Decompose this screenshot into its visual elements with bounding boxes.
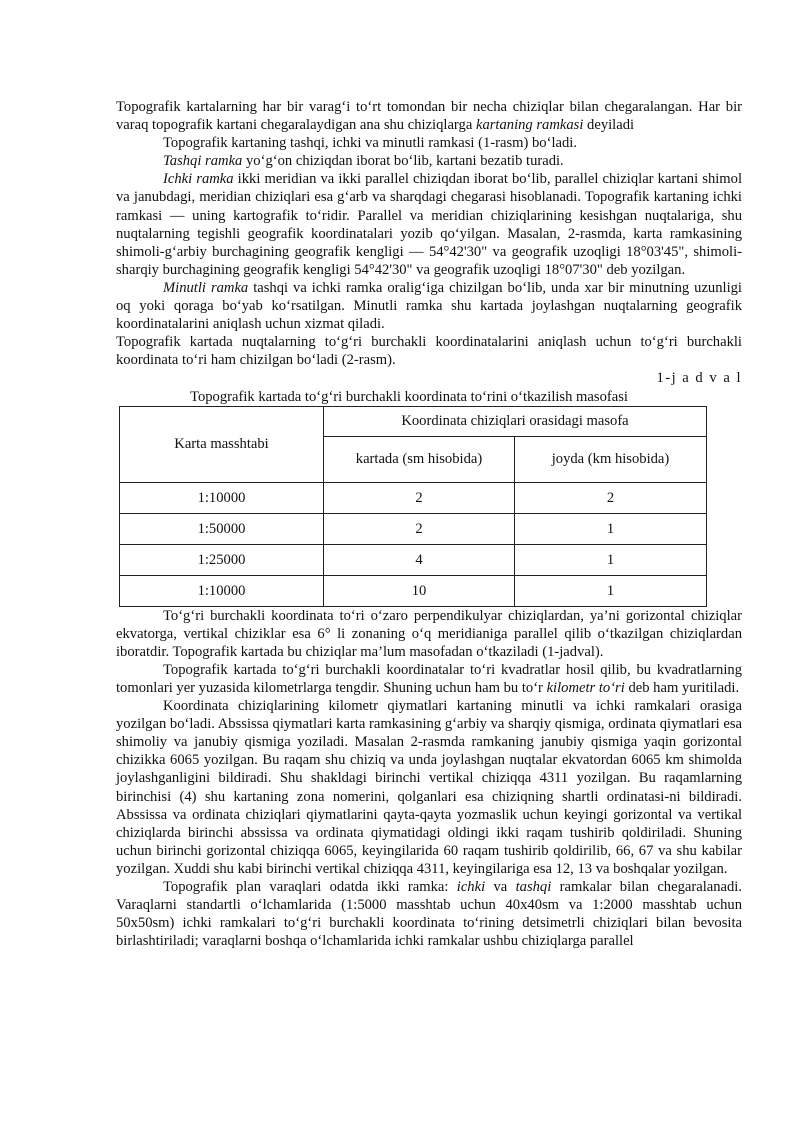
term-minute-frame: Minutli ramka [163,279,249,296]
table-cell-map: 4 [324,544,515,575]
table-cell-map: 2 [324,482,515,513]
term-inner-frame: Ichki ramka [163,171,234,188]
table-cell-ground: 2 [515,482,707,513]
paragraph-frame-types: Topografik kartaning tashqi, ichki va minutli ramkasi (1-rasm) bo‘ladi. [163,135,577,152]
table-number: 1-j a d v a l [656,370,742,387]
term-outer: tashqi [515,879,552,895]
term-inner: ichki [456,879,486,895]
table-row [120,513,707,544]
paragraph-plan-sheets: Topografik plan varaqlari odatda ikki ramka: ichki va tashqi ramkalar bilan chegaralanadi. Varaqlarni standartli o‘lchamlarida (1:5000 masshtab uchun 40x40sm va 1:2000 masshtab uchun 50x50sm) ichki ramkalari to‘g‘ri burchakli koordinata to‘rining detsimetrli chiziqlari bilan bevosita birlashtiriladi; varaqlarni boshqa o‘lchamlarida ichki ramkalar ushbu chiziqlarga parallel [116,879,742,950]
paragraph-coordinate-values: Koordinata chiziqlarining kilometr qiymatlari kartaning minutli va ichki ramkalari orasiga yozilgan bo‘ladi. Abssissa qiymatlari karta ramkasining g‘arbiy va sharqiy qismiga, ordinata qiymatlari esa shimoliy va janubiy qismiga yoziladi. Masalan 2-rasmda ramkaning janubiy qismiga yaqin gorizontal chizikka 6065 yozilgan. Bu raqam shu chiziq va unda joylashgan nuqtalar ekvatordan 6065 km shimolda joylashganligini bildiradi. Shu shakldagi birinchi vertikal chiziqqa 4311 yozilgan. Bu raqamlarning birinchisi (4) shu kartaning zona nomerini, qolganlari esa chiziqning shartli ordinatasi-ni bildiradi. Abssissa va ordinata chiziqlari qiymatlarini qayta-qayta yozmaslik uchun keyingi gorizontal va vertikal chiziqlarda birinchi abssissa va ordinata qiymatidagi oldingi ikki raqam tushirib qoldiriladi. Shuning uchun birinchi gorizontal chiziqqa 6065, keyingilarida 60 raqam tushirib qoldirilib, 66, 67 va shu kabilar yozilgan. Xuddi shu kabi birinchi vertikal chiziqqa 4311, keyingilariga esa 12, 13 va boshqalar yozilgan. [116,698,742,877]
paragraph-inner-frame: Ichki ramka ikki meridian va ikki parallel chiziqdan iborat bo‘lib, parallel chiziqlar kartani shimol va janubdagi, meridian chiziqlari esa g‘arb va sharqdagi chegarasi hisoblanadi. Topografik kartaning ichki ramkasi — uning kartografik to‘ridir. Parallel va meridian chiziqlarining kesishgan nuqtalariga, shu nuqtalarning tegishli geografik koordinatalari yozib qo‘yilgan. Masalan, 2-rasmda, karta ramkasining shimoli-g‘arbiy burchagining geografik kengligi — 54°42'30" va geografik uzoqligi 18°03'45", shimoli-sharqiy burchagining geografik kengligi 54°42'30" va geografik uzoqligi 18°07'30" deb yozilgan. [116,171,743,278]
table-header-ground: joyda (km hisobida) [515,436,707,482]
table-header-scale: Karta masshtabi [120,406,324,482]
table-cell-map: 10 [324,575,515,606]
paragraph-outer-frame: Tashqi ramka yo‘g‘on chiziqdan iborat bo‘lib, kartani bezatib turadi. [163,153,564,170]
table-cell-ground: 1 [515,513,707,544]
table-cell-scale: 1:25000 [120,544,324,575]
term-map-frame: kartaning ramkasi [475,117,584,134]
document-page [116,98,742,950]
table-cell-scale: 1:10000 [120,575,324,606]
paragraph-grid-intro: Topografik kartada nuqtalarning to‘g‘ri burchakli koordinatalarini aniqlash uchun to‘g‘ri burchakli koordinata to‘ri ham chizilgan bo‘ladi (2-rasm). [116,334,742,369]
paragraph-kilometer-grid: Topografik kartada to‘g‘ri burchakli koordinatalar to‘ri kvadratlar hosil qilib, bu kvadratlarning tomonlari yer yuzasida kilometrlarga tengdir. Shuning uchun ham bu to‘r kilometr to‘ri deb ham yuritiladi. [116,661,742,696]
term-kilometer-grid: kilometr to‘ri [546,679,625,696]
table-cell-scale: 1:10000 [120,482,324,513]
table-header-group: Koordinata chiziqlari orasidagi masofa [324,406,707,436]
paragraph-frame-definition: Topografik kartalarning har bir varag‘i to‘rt tomondan bir necha chiziqlar bilan chegaralangan. Har bir varaq topografik kartani chegaralaydigan ana shu chiziqlarga kartaning ramkasi deyiladi [116,99,742,134]
table-cell-ground: 1 [515,544,707,575]
paragraph-grid-lines: To‘g‘ri burchakli koordinata to‘ri o‘zaro perpendikulyar chiziqlardan, ya’ni gorizontal chiziqlar ekvatorga, vertikal chiziklar esa 6° li zonaning o‘q meridianiga parallel qilib o‘tkazilgan chiziqlardan iboratdir. Topografik kartada bu chiziqlar ma’lum masofadan o‘tkaziladi (1-jadval). [116,607,742,660]
table-cell-map: 2 [324,513,515,544]
paragraph-minute-frame: Minutli ramka tashqi va ichki ramka oralig‘iga chizilgan bo‘lib, unda xar bir minutning uzunligi oq yoki qoraga bo‘yab ko‘rsatilgan. Minutli ramka shu kartada joylashgan nuqtalarning geografik koordinatalarini aniqlash uchun xizmat qiladi. [116,279,742,333]
grid-spacing-table [119,406,707,607]
table-header-map: kartada (sm hisobida) [324,436,515,482]
table-row [120,482,707,513]
table-row [120,544,707,575]
term-outer-frame: Tashqi ramka [163,153,243,170]
table-cell-scale: 1:50000 [120,513,324,544]
table-cell-ground: 1 [515,575,707,606]
table-row [120,575,707,606]
table-caption: Topografik kartada to‘g‘ri burchakli koordinata to‘rini o‘tkazilish masofasi [190,388,628,405]
